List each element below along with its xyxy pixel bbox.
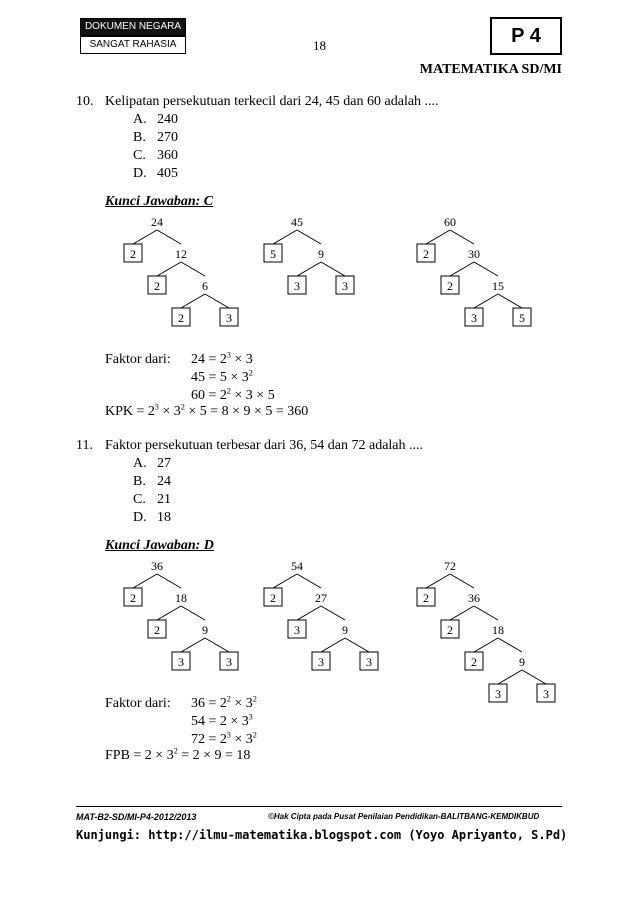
tree-node: 15	[492, 279, 504, 293]
footer-copyright: ©Hak Cipta pada Pusat Penilaian Pendidikan-BALITBANG-KEMDIKBUD	[268, 812, 540, 821]
tree-branch	[157, 230, 181, 244]
prime-factor: 3	[543, 687, 549, 701]
tree-branch	[345, 638, 369, 652]
q10-factor-line	[191, 370, 253, 386]
prime-factor: 2	[447, 279, 453, 293]
q10-option-letter: B.	[133, 130, 146, 145]
prime-factor: 3	[294, 623, 300, 637]
prime-factor: 2	[178, 311, 184, 325]
q10-answer-key: Kunci Jawaban: C	[105, 194, 214, 209]
exponent: 3	[226, 350, 231, 360]
tree-branch	[498, 638, 522, 652]
equation-part: 54 = 2 × 3	[191, 714, 249, 729]
equation-part: 72 = 2	[191, 732, 227, 747]
prime-factor: 3	[366, 655, 372, 669]
prime-factor: 3	[226, 655, 232, 669]
tree-branch	[205, 638, 229, 652]
tree-branch	[181, 606, 205, 620]
exponent: 2	[248, 368, 253, 378]
q10-number: 10.	[76, 94, 94, 109]
q11-factor-line	[191, 696, 257, 712]
prime-factor: 3	[226, 311, 232, 325]
equation-part: × 3 × 5	[230, 388, 275, 403]
q10-faktor-label: Faktor dari:	[105, 352, 171, 367]
exponent: 2	[226, 694, 231, 704]
tree-branch	[426, 574, 450, 588]
exponent: 2	[252, 730, 257, 740]
tree-branch	[498, 294, 522, 308]
prime-factor: 3	[495, 687, 501, 701]
tree-branch	[297, 574, 321, 588]
tree-node: 9	[318, 247, 324, 261]
prime-factor: 3	[178, 655, 184, 669]
tree-branch	[321, 638, 345, 652]
prime-factor: 3	[471, 311, 477, 325]
tree-node: 18	[492, 623, 504, 637]
exponent: 2	[180, 402, 185, 412]
tree-branch	[474, 638, 498, 652]
prime-factor: 5	[519, 311, 525, 325]
tree-branch	[181, 638, 205, 652]
q11-option-text: 27	[157, 456, 171, 471]
tree-branch	[133, 574, 157, 588]
prime-factor: 2	[154, 623, 160, 637]
prime-factor: 2	[471, 655, 477, 669]
tree-branch	[181, 262, 205, 276]
prime-factor: 2	[270, 591, 276, 605]
q11-option-text: 24	[157, 474, 171, 489]
tree-branch	[157, 606, 181, 620]
tree-branch	[522, 670, 546, 684]
tree-root: 45	[291, 215, 303, 229]
footer-divider	[76, 806, 562, 807]
footer-visit-link[interactable]: Kunjungi: http://ilmu-matematika.blogspot.com (Yoyo Apriyanto, S.Pd)	[76, 828, 568, 842]
tree-node: 9	[519, 655, 525, 669]
prime-factor: 3	[318, 655, 324, 669]
prime-factor: 2	[447, 623, 453, 637]
exponent: 3	[226, 730, 231, 740]
equation-part: 24 = 2	[191, 352, 227, 367]
prime-factor: 2	[423, 591, 429, 605]
equation-part: 60 = 2	[191, 388, 227, 403]
tree-branch	[450, 574, 474, 588]
q10-option-text: 240	[157, 112, 178, 127]
tree-node: 6	[202, 279, 208, 293]
exponent: 3	[248, 712, 253, 722]
tree-branch	[181, 294, 205, 308]
q10-option-text: 360	[157, 148, 178, 163]
q10-factor-trees	[0, 212, 638, 342]
q10-option-text: 405	[157, 166, 178, 181]
tree-root: 72	[444, 559, 456, 573]
tree-branch	[498, 670, 522, 684]
tree-branch	[133, 230, 157, 244]
q11-result	[105, 748, 250, 764]
page-number: 18	[313, 38, 326, 53]
prime-factor: 2	[423, 247, 429, 261]
tree-branch	[450, 230, 474, 244]
tree-root: 54	[291, 559, 303, 573]
secret-label: SANGAT RAHASIA	[80, 36, 186, 54]
tree-branch	[205, 294, 229, 308]
q11-option-text: 21	[157, 492, 171, 507]
equation-part: × 3	[230, 352, 253, 367]
prime-factor: 2	[130, 591, 136, 605]
q11-number: 11.	[76, 438, 93, 453]
exponent: 2	[226, 386, 231, 396]
q10-factor-line	[191, 388, 275, 404]
prime-factor: 5	[270, 247, 276, 261]
equation-part: FPB = 2 × 3	[105, 748, 174, 763]
tree-branch	[450, 606, 474, 620]
equation-part: × 3	[158, 404, 181, 419]
q11-factor-line	[191, 714, 253, 730]
tree-node: 27	[315, 591, 327, 605]
tree-node: 9	[202, 623, 208, 637]
tree-branch	[297, 606, 321, 620]
tree-branch	[321, 606, 345, 620]
tree-branch	[426, 230, 450, 244]
tree-node: 30	[468, 247, 480, 261]
equation-part: = 2 × 9 = 18	[177, 748, 251, 763]
exponent: 2	[173, 746, 178, 756]
tree-root: 24	[151, 215, 163, 229]
tree-branch	[157, 262, 181, 276]
q10-option-letter: C.	[133, 148, 146, 163]
tree-branch	[297, 262, 321, 276]
tree-branch	[474, 294, 498, 308]
tree-node: 18	[175, 591, 187, 605]
q10-result	[105, 404, 308, 420]
q11-option-letter: D.	[133, 510, 147, 525]
tree-node: 12	[175, 247, 187, 261]
q11-factor-trees	[0, 556, 638, 716]
subject-title: MATEMATIKA SD/MI	[419, 62, 562, 77]
prime-factor: 3	[342, 279, 348, 293]
equation-part: × 3	[230, 732, 253, 747]
equation-part: × 3	[230, 696, 253, 711]
tree-branch	[273, 574, 297, 588]
tree-root: 60	[444, 215, 456, 229]
q10-factor-line	[191, 352, 253, 368]
q10-option-text: 270	[157, 130, 178, 145]
q10-option-letter: A.	[133, 112, 147, 127]
equation-part: × 5 = 8 × 9 × 5 = 360	[184, 404, 309, 419]
q11-faktor-label: Faktor dari:	[105, 696, 171, 711]
footer-code: MAT-B2-SD/MI-P4-2012/2013	[76, 812, 197, 822]
tree-branch	[273, 230, 297, 244]
q11-question: Faktor persekutuan terbesar dari 36, 54 dan 72 adalah ....	[105, 438, 424, 453]
tree-branch	[297, 230, 321, 244]
tree-branch	[474, 606, 498, 620]
tree-branch	[450, 262, 474, 276]
equation-part: 45 = 5 × 3	[191, 370, 249, 385]
q11-option-letter: C.	[133, 492, 146, 507]
prime-factor: 2	[154, 279, 160, 293]
doc-label: DOKUMEN NEGARA	[80, 18, 186, 36]
q11-option-text: 18	[157, 510, 171, 525]
q10-question: Kelipatan persekutuan terkecil dari 24, 45 dan 60 adalah ....	[105, 94, 439, 109]
q11-option-letter: A.	[133, 456, 147, 471]
tree-node: 9	[342, 623, 348, 637]
prime-factor: 2	[130, 247, 136, 261]
tree-node: 36	[468, 591, 480, 605]
q11-factor-line	[191, 732, 257, 748]
q11-answer-key: Kunci Jawaban: D	[105, 538, 214, 553]
q11-option-letter: B.	[133, 474, 146, 489]
equation-part: 36 = 2	[191, 696, 227, 711]
paper-code: P 4	[490, 17, 562, 55]
q10-option-letter: D.	[133, 166, 147, 181]
tree-branch	[474, 262, 498, 276]
tree-branch	[321, 262, 345, 276]
tree-branch	[157, 574, 181, 588]
prime-factor: 3	[294, 279, 300, 293]
equation-part: KPK = 2	[105, 404, 155, 419]
exponent: 3	[154, 402, 159, 412]
tree-root: 36	[151, 559, 163, 573]
exponent: 2	[252, 694, 257, 704]
